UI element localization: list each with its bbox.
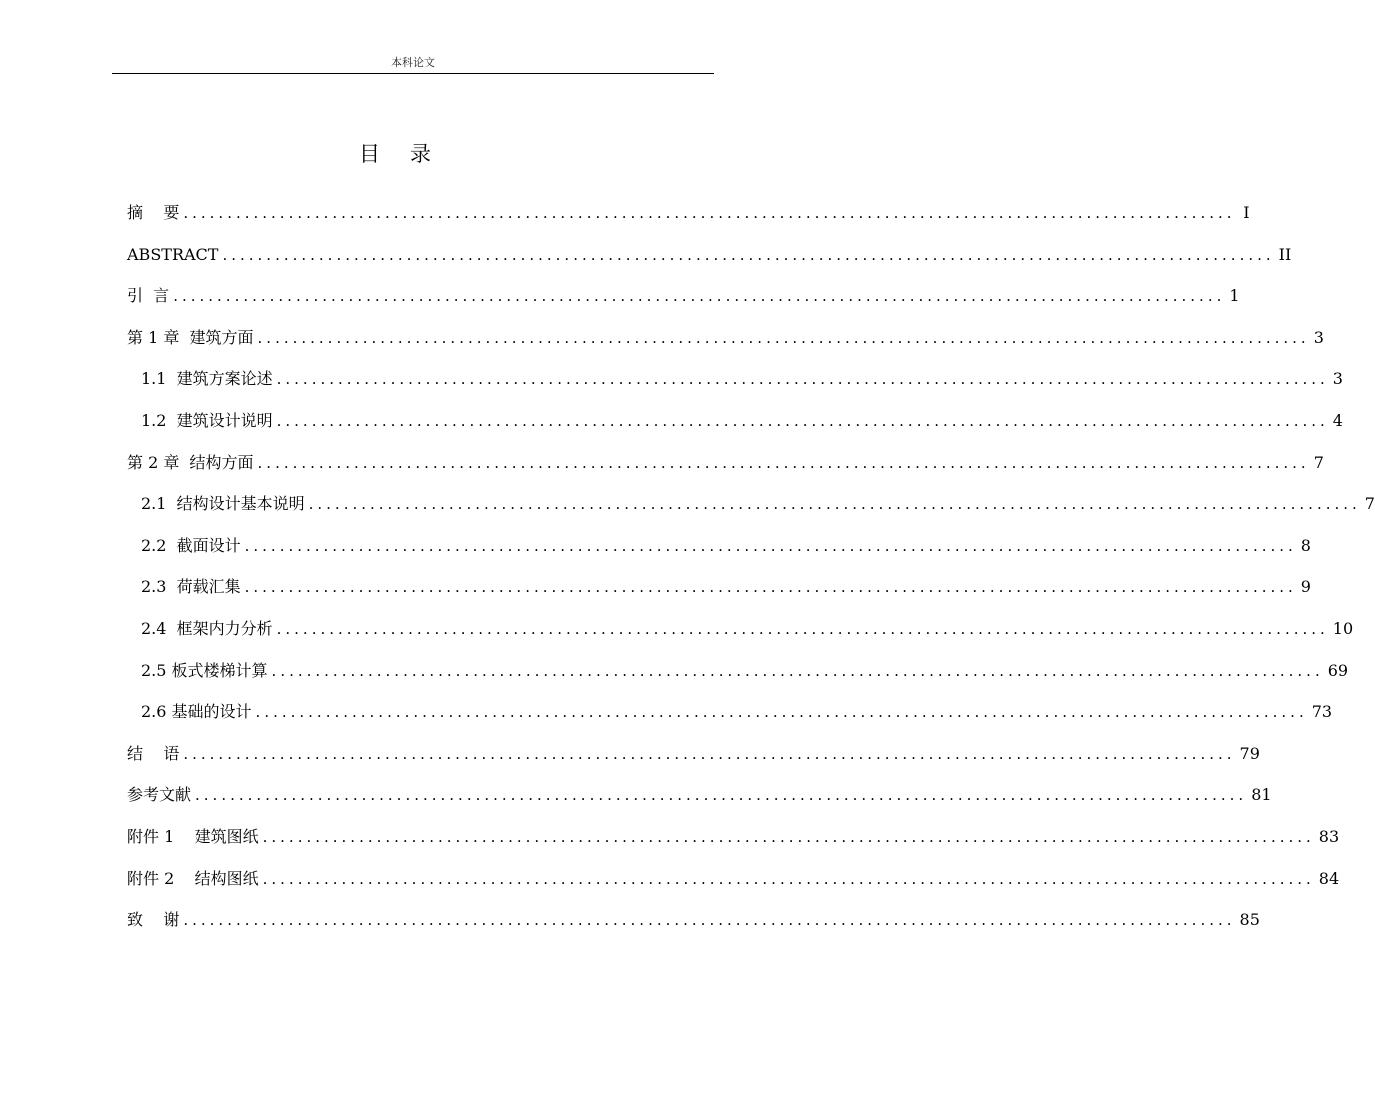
toc-entry-label: 2.4 框架内力分析	[141, 618, 273, 638]
toc-title: 目录	[359, 142, 461, 166]
toc-entry-label: 附件 2 结构图纸	[127, 868, 259, 888]
toc-entry-label: 参考文献	[127, 785, 192, 805]
dot-leader: ........................................................................................................................	[271, 661, 1324, 680]
toc-entry-page: 79	[1239, 743, 1260, 763]
toc-entry-page: 3	[1332, 369, 1343, 389]
toc-entry-page: II	[1278, 244, 1292, 264]
toc-entry-page: 84	[1318, 868, 1340, 888]
dot-leader: ........................................................................................................................	[173, 287, 1226, 306]
toc-entry-page: 81	[1251, 785, 1272, 805]
toc-entry[interactable]	[127, 701, 1333, 743]
toc-entry-label: 结 语	[127, 743, 180, 763]
dot-leader: ........................................................................................................................	[183, 911, 1236, 930]
toc-entry[interactable]	[127, 868, 1340, 910]
toc-entry[interactable]	[127, 285, 1240, 327]
dot-leader: ........................................................................................................................	[222, 245, 1275, 264]
dot-leader: ........................................................................................................................	[276, 370, 1329, 389]
toc-entry-page: 7	[1364, 494, 1375, 514]
toc-entry-label: 第 1 章 建筑方面	[127, 327, 254, 347]
toc-entry-label: 2.2 截面设计	[141, 535, 241, 555]
dot-leader: ........................................................................................................................	[257, 328, 1310, 347]
toc-entry[interactable]	[127, 576, 1311, 618]
toc-entry-page: 9	[1300, 577, 1311, 597]
header-rule	[112, 73, 714, 74]
dot-leader: ........................................................................................................................	[183, 744, 1236, 763]
toc-entry-label: 第 2 章 结构方面	[127, 452, 254, 472]
toc-entry-label: 摘 要	[127, 203, 180, 222]
toc-entry-page: 10	[1332, 618, 1354, 638]
toc-entry[interactable]	[127, 327, 1324, 369]
toc-entry-label: 1.2 建筑设计说明	[141, 410, 273, 430]
toc-entry-label: 1.1 建筑方案论述	[141, 369, 273, 389]
toc-entry-page: 3	[1313, 327, 1324, 347]
dot-leader: ........................................................................................................................	[276, 411, 1329, 430]
toc-entry-page: 1	[1229, 286, 1240, 306]
table-of-contents	[127, 202, 1375, 951]
toc-entry-page: 7	[1313, 452, 1324, 472]
toc-entry[interactable]	[127, 493, 1375, 535]
toc-entry-label: 附件 1 建筑图纸	[127, 826, 259, 846]
toc-entry[interactable]	[127, 826, 1340, 868]
dot-leader: ........................................................................................................................	[308, 495, 1361, 514]
dot-leader: ........................................................................................................................	[195, 786, 1248, 805]
dot-leader: ........................................................................................................................	[262, 827, 1315, 846]
dot-leader: ........................................................................................................................	[244, 578, 1297, 597]
toc-entry[interactable]	[127, 244, 1292, 286]
toc-entry-page: 73	[1311, 702, 1333, 722]
toc-entry[interactable]	[127, 202, 1250, 244]
toc-entry-page: 8	[1300, 535, 1311, 555]
toc-entry[interactable]	[127, 368, 1343, 410]
dot-leader: ........................................................................................................................	[276, 619, 1329, 638]
toc-entry-page: 69	[1327, 660, 1349, 680]
toc-entry[interactable]	[127, 660, 1349, 702]
toc-entry-label: 引 言	[127, 286, 170, 306]
dot-leader: ........................................................................................................................	[262, 869, 1315, 888]
toc-entry-page: 4	[1332, 410, 1343, 430]
toc-entry[interactable]	[127, 618, 1354, 660]
dot-leader: ........................................................................................................................	[183, 204, 1236, 222]
toc-entry-label: 2.1 结构设计基本说明	[141, 494, 305, 514]
toc-entry-label: 2.3 荷载汇集	[141, 577, 241, 597]
toc-entry-label: 致 谢	[127, 910, 180, 930]
toc-entry[interactable]	[127, 909, 1260, 951]
toc-entry[interactable]	[127, 743, 1260, 785]
toc-entry-page: 85	[1239, 910, 1260, 930]
toc-entry[interactable]	[127, 452, 1324, 494]
toc-entry[interactable]	[127, 784, 1272, 826]
toc-entry[interactable]	[127, 410, 1343, 452]
toc-entry-page: 83	[1318, 826, 1340, 846]
toc-entry-page: I	[1243, 203, 1250, 222]
toc-entry[interactable]	[127, 535, 1311, 577]
toc-entry-label: 2.6 基础的设计	[141, 702, 252, 722]
toc-entry-label: ABSTRACT	[127, 244, 219, 264]
dot-leader: ........................................................................................................................	[255, 703, 1308, 722]
dot-leader: ........................................................................................................................	[257, 453, 1310, 472]
dot-leader: ........................................................................................................................	[244, 536, 1297, 555]
toc-entry-label: 2.5 板式楼梯计算	[141, 660, 268, 680]
running-header: 本科论文	[391, 56, 435, 69]
